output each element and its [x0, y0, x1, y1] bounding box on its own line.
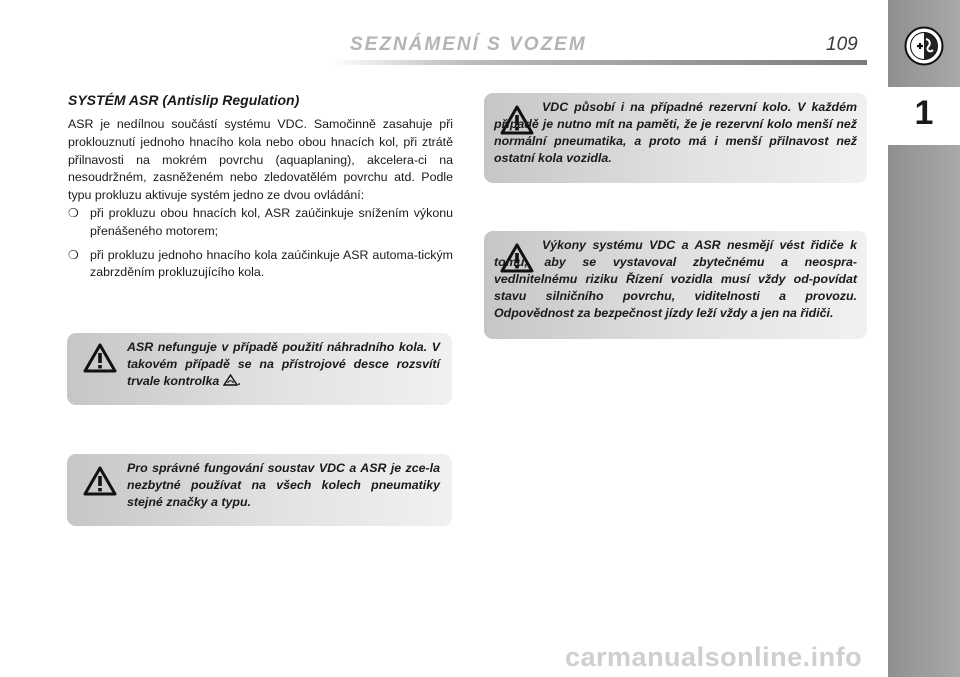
- page-number: 109: [826, 34, 858, 55]
- list-item: [68, 247, 453, 283]
- chapter-number: 1: [914, 94, 934, 132]
- alfa-romeo-logo-icon: [904, 26, 944, 66]
- header-rule: [330, 60, 867, 65]
- section-heading: SYSTÉM ASR (Antislip Regulation): [68, 92, 300, 108]
- warning-box-vdc-spare: [484, 93, 867, 183]
- warning-text-end: .: [237, 374, 242, 388]
- warning-text: [127, 339, 440, 390]
- warning-text: VDC působí i na případné rezervní kolo. V každém případě je nutno mít na paměti, že je rezervní kolo menší než normální pneumatika, a proto má i menší přilnavost než ostatní kola vozidla.: [494, 100, 857, 165]
- bullet-marker: ❍: [68, 247, 79, 262]
- warning-text: Pro správné fungování soustav VDC a ASR je zce-la nezbytné používat na všech kolech pneumatiky stejné značky a typu.: [127, 461, 440, 509]
- intro-paragraph: ASR je nedílnou součástí systému VDC. Samočinně zasahuje při proklouznutí jednoho hnacího kola nebo obou hnacích kol, při ztrátě přilnavosti na mokrém povrchu (aquaplaning), akcelera-ci na nesoudržném, zasněženém nebo zledovatělém povrchu atd. Podle typu prokluzu aktivuje systém jedno ze dvou ovládání:: [68, 117, 453, 203]
- warning-text-body: ASR nefunguje v případě použití náhradního kola. V takovém případě se na přístrojové desce rozsvítí trvale kontrolka: [127, 340, 440, 388]
- watermark: carmanualsonline.info: [565, 642, 863, 672]
- warning-triangle-icon: [83, 466, 117, 496]
- asr-warning-lamp-icon: [223, 374, 238, 386]
- warning-box-tyres: [67, 454, 452, 526]
- bullet-text: při prokluzu obou hnacích kol, ASR zaúčinkuje snížením výkonu přenášeného motorem;: [90, 206, 453, 238]
- list-item: [68, 205, 453, 241]
- warning-box-driver-risk: [484, 231, 867, 339]
- bullet-list: [68, 205, 453, 288]
- warning-triangle-icon: [83, 343, 117, 373]
- bullet-marker: ❍: [68, 206, 79, 220]
- warning-box-spare-wheel: [67, 333, 452, 405]
- bullet-text: při prokluzu jednoho hnacího kola zaúčinkuje ASR automa-tickým zabrzděním prokluzujícího kola.: [90, 247, 453, 280]
- header-title: SEZNÁMENÍ S VOZEM: [350, 34, 587, 55]
- warning-text: Výkony systému VDC a ASR nesmějí vést řidiče k tomu, aby se vystavoval zbytečnému a neospra-vedlnitelnému riziku Řízení vozidla musí vždy od-povídat stavu silničního povrchu, viditelnosti a provozu. Odpovědnost za bezpečnost jízdy leží vždy a jen na řidiči.: [494, 238, 857, 320]
